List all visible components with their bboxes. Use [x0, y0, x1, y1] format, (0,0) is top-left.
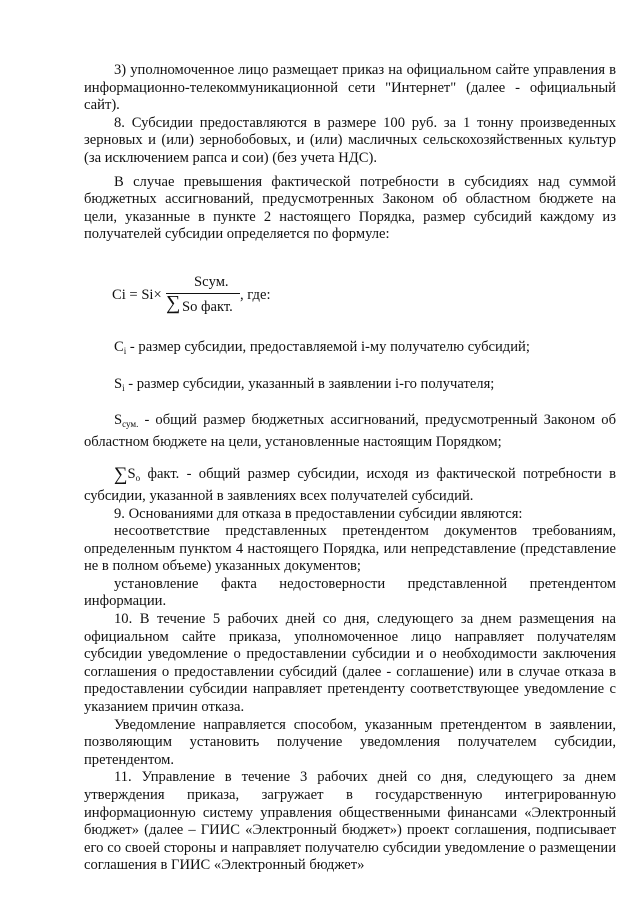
formula-lhs: Ci = Si× — [112, 286, 162, 303]
formula-tail: , где: — [240, 286, 271, 303]
paragraph-8: 8. Субсидии предоставляются в размере 100 руб. за 1 тонну произведенных зерновых и (или) зернобобовых, и (или) масличных сельскохозяйственных культур (за исключением рапса и сои) (без учета НДС). — [84, 114, 616, 166]
paragraph-9-item-a: несоответствие представленных претендентом документов требованиям, определенным пунктом 4 настоящего Порядка, или непредставление (представление не в полном объеме) указанных документов; — [84, 523, 616, 575]
definition-si: $S_i$ - размер субсидии, указанный в заявлении i-го получателя; — [114, 375, 495, 393]
definition-sfact: $\sum S_о$ факт. - общий размер субсидии, исходя из фактической потребности в субсидии, указанной в заявлениях всех получателей субсидий. — [84, 464, 616, 504]
paragraph-10: 10. В течение 5 рабочих дней со дня, следующего за днем размещения на официальном сайте приказа, уполномоченное лицо направляет получателям субсидии уведомление о предоставлении субсидии и о необходимости заключения соглашения о предоставлении субсидий (далее - соглашение) или в случае отказа в предоставлении субсидии направляет претенденту соответствующее уведомление с указанием причин отказа. — [84, 611, 616, 716]
document-page — [84, 62, 616, 875]
paragraph-calculation-intro: В случае превышения фактической потребности в субсидиях над суммой бюджетных ассигнований, предусмотренных Законом об областном бюджете на цели, указанные в пункте 2 настоящего Порядка, размер субсидий каждому из получателей субсидии определяется по формуле: — [84, 173, 616, 243]
paragraph-10-notice: Уведомление направляется способом, указанным претендентом в заявлении, позволяющим установить получение уведомления получателем субсидии, претендентом. — [84, 716, 616, 768]
definition-ci: $C_i$ - размер субсидии, предоставляемой i-му получателю субсидий; — [114, 338, 530, 356]
subsidy-formula — [112, 270, 616, 324]
definition-ssum: $S_{сум.}$ - общий размер бюджетных ассигнований, предусмотренный Законом об областном бюджете на цели, установленные настоящим Порядком; — [84, 412, 616, 450]
formula-numerator: Scум. — [194, 273, 229, 290]
paragraph-9-item-b: установление факта недостоверности представленной претендентом информации. — [84, 575, 616, 610]
paragraph-11: 11. Управление в течение 3 рабочих дней со дня, следующего за днем утверждения приказа, загружает в государственную интегрированную информационную систему управления общественными финансами «Электронный бюджет» (далее – ГИИС «Электронный бюджет») проект соглашения, подписывает его со своей стороны и направляет получателю субсидии уведомление о размещении соглашения в ГИИС «Электронный бюджет» — [84, 769, 616, 874]
formula-sum-symbol: ∑ — [166, 291, 181, 314]
paragraph-item-3: 3) уполномоченное лицо размещает приказ на официальном сайте управления в информационно-телекоммуникационной сети "Интернет" (далее - официальный сайт). — [84, 62, 616, 114]
formula-denominator: Sо факт. — [182, 298, 233, 315]
paragraph-9: 9. Основаниями для отказа в предоставлении субсидии являются: — [114, 505, 523, 522]
